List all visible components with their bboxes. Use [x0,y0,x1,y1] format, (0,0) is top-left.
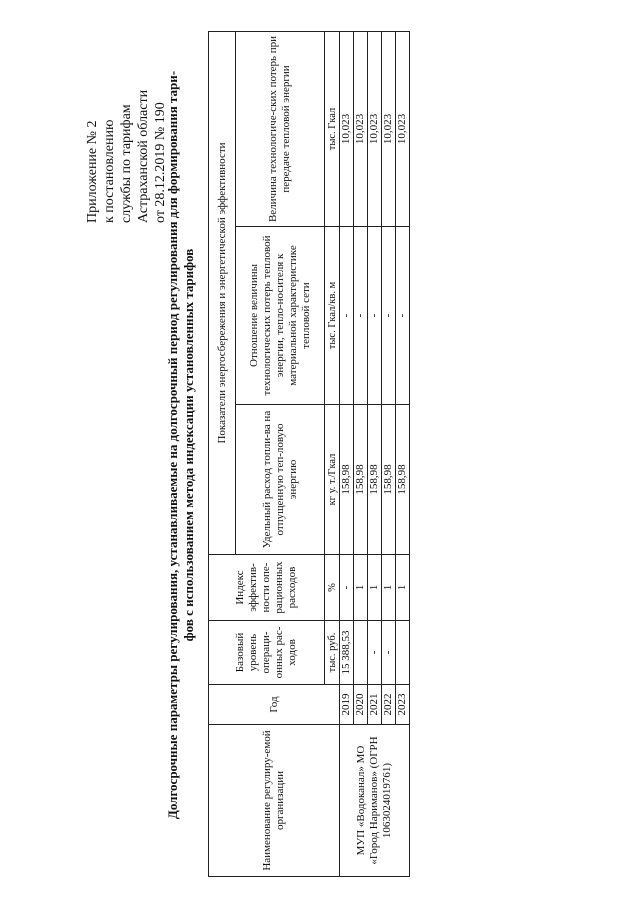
cell-efficiency-index: 1 [354,555,368,621]
cell-specific-fuel: 158,98 [354,405,368,555]
cell-base-level: 15 388,53 [340,621,354,685]
header-org: Наименование регулиру-емой организации [209,725,340,877]
cell-loss-ratio: - [396,227,410,405]
header-row-1 [209,31,236,876]
appendix-line: службы по тарифам [119,104,134,223]
unit-loss-value: тыс. Гкал [325,31,340,226]
cell-year: 2019 [340,685,354,725]
cell-specific-fuel: 158,98 [396,405,410,555]
cell-specific-fuel: 158,98 [382,405,396,555]
title-line-2: фов с использованием метода индексации установленных тарифов [181,248,196,642]
cell-loss-value: 10,023 [354,31,368,226]
header-loss-value: Величина технологиче-ских потерь при передаче тепловой энергии [236,31,325,226]
unit-loss-ratio: тыс. Гкал/кв. м [325,227,340,405]
cell-base-level [354,621,368,685]
cell-loss-ratio: - [354,227,368,405]
cell-efficiency-index: 1 [368,555,382,621]
title-line-1: Долгосрочные параметры регулирования, устанавливаемые на долгосрочный период регулирования для формирования тари- [165,70,180,820]
cell-loss-ratio: - [382,227,396,405]
unit-efficiency-index: % [325,555,340,621]
cell-base-level [396,621,410,685]
cell-year: 2021 [368,685,382,725]
org-name-cell: МУП «Водоканал» МО «Город Нариманов» (ОГРН 1063024019761) [340,725,410,877]
document-title [165,15,197,875]
cell-loss-value: 10,023 [382,31,396,226]
appendix-line: Приложение № 2 [85,120,100,223]
cell-base-level: - [368,621,382,685]
cell-year: 2022 [382,685,396,725]
cell-specific-fuel: 158,98 [368,405,382,555]
cell-year: 2023 [396,685,410,725]
unit-base-level: тыс. руб. [325,621,340,685]
header-base-level: Базовый уровень операци-онных рас-ходов [209,621,325,685]
appendix-line: к постановлению [102,119,117,223]
table-row [340,31,354,876]
header-year: Год [209,685,340,725]
appendix-line: от 28.12.2019 № 190 [153,102,168,223]
parameters-table [208,31,410,877]
cell-efficiency-index: - [340,555,354,621]
appendix-line: Астраханской области [136,89,151,223]
cell-efficiency-index: 1 [382,555,396,621]
cell-loss-value: 10,023 [368,31,382,226]
header-loss-ratio: Отношение величины технологических потерь тепловой энергии, тепло-носителя к материальной характеристике тепловой сети [236,227,325,405]
header-energy-group: Показатели энергосбережения и энергетической эффективности [209,31,236,554]
unit-specific-fuel: кг у. т./Гкал [325,405,340,555]
cell-year: 2020 [354,685,368,725]
cell-specific-fuel: 158,98 [340,405,354,555]
cell-loss-ratio: - [368,227,382,405]
appendix-block [84,13,169,223]
cell-loss-ratio: - [340,227,354,405]
cell-loss-value: 10,023 [396,31,410,226]
cell-base-level: - [382,621,396,685]
header-efficiency-index: Индекс эффектив-ности опе-рационных расходов [209,555,325,621]
cell-efficiency-index: 1 [396,555,410,621]
cell-loss-value: 10,023 [340,31,354,226]
header-specific-fuel: Удельный расход топли-ва на отпущенную теп-ловую энергию [236,405,325,555]
